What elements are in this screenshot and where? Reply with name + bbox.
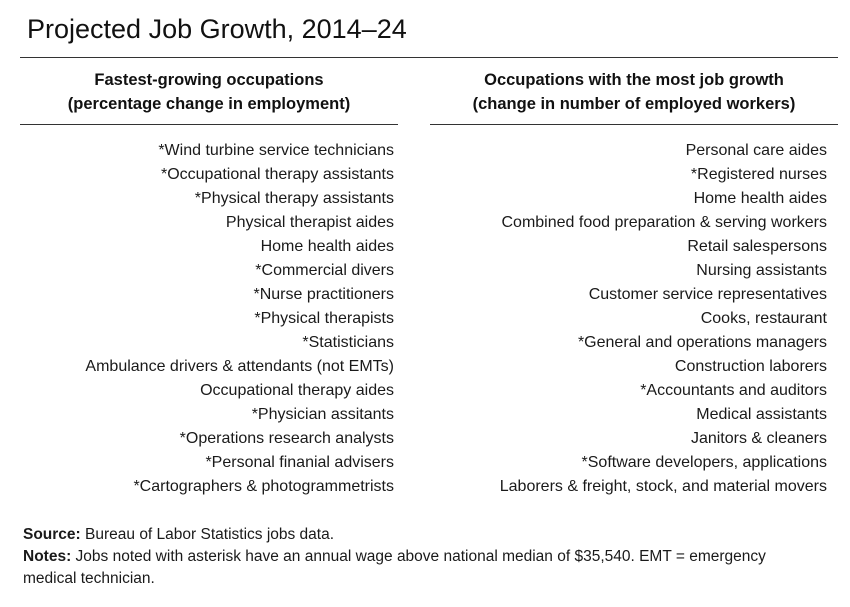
right-column-heading (430, 68, 838, 116)
list-item: Janitors & cleaners (690, 430, 827, 447)
list-item: Cooks, restaurant (700, 310, 827, 327)
list-item: Physical therapist aides (225, 214, 394, 231)
list-item: *Commercial divers (255, 262, 394, 279)
list-item: *Software developers, applications (581, 454, 827, 471)
left-column-heading (20, 68, 398, 116)
list-item: Medical assistants (696, 406, 827, 423)
list-item: *Physician assitants (251, 406, 394, 423)
list-item: *Physical therapy assistants (194, 190, 394, 207)
right-heading-line1: Occupations with the most job growth (484, 71, 784, 89)
list-item: *Accountants and auditors (640, 382, 827, 399)
list-item: Personal care aides (685, 142, 827, 159)
fastest-growing-column (20, 68, 398, 495)
list-item: Laborers & freight, stock, and material movers (499, 478, 827, 495)
list-item: *Nurse practitioners (253, 286, 394, 303)
list-item: *General and operations managers (577, 334, 827, 351)
most-job-growth-list (430, 139, 838, 499)
list-item: Retail salespersons (687, 238, 827, 255)
source-text: Bureau of Labor Statistics jobs data. (80, 526, 335, 543)
list-item: Nursing assistants (696, 262, 827, 279)
notes-line (23, 546, 823, 590)
list-item: *Physical therapists (254, 310, 394, 327)
left-column-divider (20, 124, 398, 125)
list-item: *Occupational therapy assistants (160, 166, 394, 183)
notes-text: Jobs noted with asterisk have an annual wage above national median of $35,540. EMT = emergency medical technician. (23, 548, 766, 587)
list-item: *Cartographers & photogrammetrists (133, 478, 394, 495)
title-divider (20, 57, 838, 58)
right-column-divider (430, 124, 838, 125)
left-heading-line1: Fastest-growing occupations (94, 71, 324, 89)
list-item: Combined food preparation & serving workers (501, 214, 827, 231)
list-item: Occupational therapy aides (200, 382, 394, 399)
left-heading-line2: (percentage change in employment) (67, 95, 351, 113)
footer-notes (23, 524, 823, 590)
source-label: Source: (23, 526, 81, 543)
list-item: Home health aides (260, 238, 394, 255)
list-item: *Operations research analysts (179, 430, 394, 447)
list-item: Home health aides (693, 190, 827, 207)
list-item: Customer service representatives (588, 286, 827, 303)
page-title: Projected Job Growth, 2014–24 (27, 14, 407, 44)
list-item: Construction laborers (674, 358, 827, 375)
source-line (23, 524, 823, 546)
right-heading-line2: (change in number of employed workers) (472, 95, 796, 113)
notes-label: Notes: (23, 548, 72, 565)
most-job-growth-column (430, 68, 838, 495)
list-item: *Registered nurses (690, 166, 827, 183)
fastest-growing-list (20, 139, 398, 499)
list-item: *Wind turbine service technicians (158, 142, 394, 159)
list-item: *Statisticians (302, 334, 394, 351)
list-item: Ambulance drivers & attendants (not EMTs) (85, 358, 394, 375)
list-item: *Personal finanial advisers (205, 454, 394, 471)
